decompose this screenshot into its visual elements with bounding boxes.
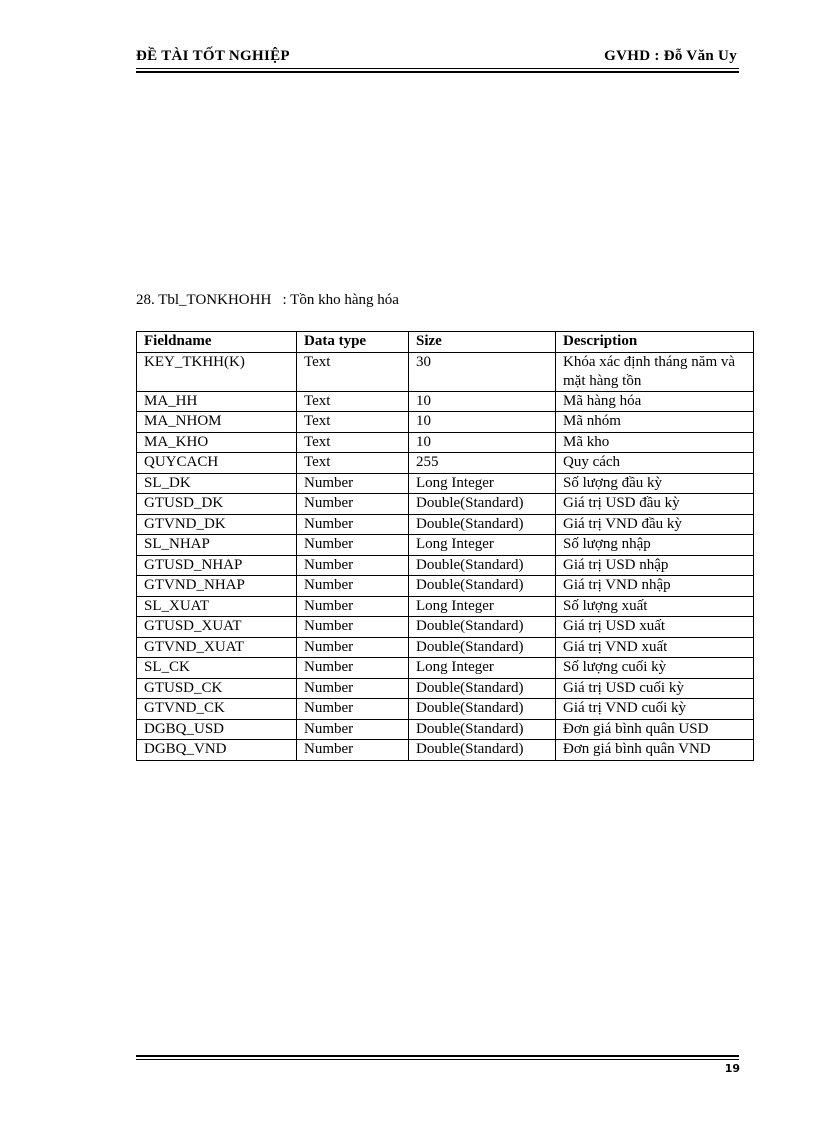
cell-description: Quy cách bbox=[556, 453, 754, 474]
cell-data-type: Text bbox=[297, 453, 409, 474]
cell-size: Long Integer bbox=[409, 596, 556, 617]
cell-description: Số lượng đầu kỳ bbox=[556, 473, 754, 494]
cell-description: Giá trị VND xuất bbox=[556, 637, 754, 658]
table-row bbox=[137, 719, 754, 740]
cell-size: Double(Standard) bbox=[409, 740, 556, 761]
table-row bbox=[137, 637, 754, 658]
header-rule-thick bbox=[136, 71, 739, 73]
cell-fieldname: GTVND_XUAT bbox=[137, 637, 297, 658]
cell-description: Số lượng xuất bbox=[556, 596, 754, 617]
cell-fieldname: SL_DK bbox=[137, 473, 297, 494]
footer-rule-thick bbox=[136, 1055, 739, 1057]
cell-fieldname: SL_NHAP bbox=[137, 535, 297, 556]
cell-description: Khóa xác định tháng năm và mặt hàng tồn bbox=[556, 352, 754, 391]
page-number: 19 bbox=[724, 1062, 740, 1075]
cell-size: Long Integer bbox=[409, 473, 556, 494]
cell-data-type: Text bbox=[297, 412, 409, 433]
cell-size: Long Integer bbox=[409, 658, 556, 679]
cell-size: Double(Standard) bbox=[409, 678, 556, 699]
cell-description: Mã kho bbox=[556, 432, 754, 453]
table-header-row bbox=[137, 332, 754, 353]
table-row bbox=[137, 678, 754, 699]
section-title: 28. Tbl_TONKHOHH : Tồn kho hàng hóa bbox=[136, 292, 399, 308]
table-row bbox=[137, 473, 754, 494]
table-row bbox=[137, 535, 754, 556]
table-row bbox=[137, 596, 754, 617]
cell-data-type: Number bbox=[297, 535, 409, 556]
cell-data-type: Number bbox=[297, 576, 409, 597]
cell-data-type: Text bbox=[297, 352, 409, 391]
table-row bbox=[137, 514, 754, 535]
column-header-fieldname: Fieldname bbox=[137, 332, 297, 353]
column-header-description: Description bbox=[556, 332, 754, 353]
cell-data-type: Number bbox=[297, 555, 409, 576]
cell-size: Double(Standard) bbox=[409, 719, 556, 740]
table-row bbox=[137, 352, 754, 391]
cell-fieldname: KEY_TKHH(K) bbox=[137, 352, 297, 391]
cell-data-type: Number bbox=[297, 617, 409, 638]
cell-fieldname: SL_CK bbox=[137, 658, 297, 679]
cell-data-type: Number bbox=[297, 473, 409, 494]
cell-fieldname: GTVND_DK bbox=[137, 514, 297, 535]
cell-fieldname: GTVND_CK bbox=[137, 699, 297, 720]
field-table bbox=[136, 331, 754, 761]
cell-size: 30 bbox=[409, 352, 556, 391]
cell-fieldname: GTUSD_NHAP bbox=[137, 555, 297, 576]
cell-data-type: Number bbox=[297, 719, 409, 740]
cell-size: Double(Standard) bbox=[409, 637, 556, 658]
footer-rule-thin bbox=[136, 1059, 739, 1060]
cell-fieldname: DGBQ_VND bbox=[137, 740, 297, 761]
cell-size: Double(Standard) bbox=[409, 576, 556, 597]
cell-data-type: Number bbox=[297, 637, 409, 658]
cell-fieldname: GTUSD_CK bbox=[137, 678, 297, 699]
cell-fieldname: SL_XUAT bbox=[137, 596, 297, 617]
cell-size: 10 bbox=[409, 432, 556, 453]
cell-data-type: Number bbox=[297, 596, 409, 617]
cell-description: Giá trị USD xuất bbox=[556, 617, 754, 638]
cell-description: Đơn giá bình quân USD bbox=[556, 719, 754, 740]
cell-description: Đơn giá bình quân VND bbox=[556, 740, 754, 761]
cell-description: Giá trị VND đầu kỳ bbox=[556, 514, 754, 535]
cell-description: Mã hàng hóa bbox=[556, 391, 754, 412]
cell-description: Giá trị VND nhập bbox=[556, 576, 754, 597]
table-row bbox=[137, 740, 754, 761]
table-row bbox=[137, 391, 754, 412]
table-row bbox=[137, 432, 754, 453]
table-row bbox=[137, 658, 754, 679]
cell-size: Double(Standard) bbox=[409, 617, 556, 638]
table-row bbox=[137, 494, 754, 515]
cell-fieldname: QUYCACH bbox=[137, 453, 297, 474]
cell-fieldname: MA_KHO bbox=[137, 432, 297, 453]
cell-data-type: Number bbox=[297, 658, 409, 679]
cell-data-type: Text bbox=[297, 391, 409, 412]
cell-fieldname: MA_NHOM bbox=[137, 412, 297, 433]
cell-data-type: Number bbox=[297, 699, 409, 720]
cell-fieldname: GTVND_NHAP bbox=[137, 576, 297, 597]
cell-description: Giá trị USD cuối kỳ bbox=[556, 678, 754, 699]
cell-description: Mã nhóm bbox=[556, 412, 754, 433]
column-header-size: Size bbox=[409, 332, 556, 353]
cell-fieldname: GTUSD_XUAT bbox=[137, 617, 297, 638]
cell-description: Số lượng nhập bbox=[556, 535, 754, 556]
cell-size: 255 bbox=[409, 453, 556, 474]
cell-description: Giá trị USD nhập bbox=[556, 555, 754, 576]
cell-data-type: Text bbox=[297, 432, 409, 453]
cell-fieldname: GTUSD_DK bbox=[137, 494, 297, 515]
table-row bbox=[137, 555, 754, 576]
cell-size: Double(Standard) bbox=[409, 555, 556, 576]
cell-size: Long Integer bbox=[409, 535, 556, 556]
header-rule-thin bbox=[136, 68, 739, 69]
cell-description: Số lượng cuối kỳ bbox=[556, 658, 754, 679]
cell-size: 10 bbox=[409, 412, 556, 433]
cell-description: Giá trị USD đầu kỳ bbox=[556, 494, 754, 515]
table-row bbox=[137, 699, 754, 720]
cell-size: Double(Standard) bbox=[409, 699, 556, 720]
table-row bbox=[137, 412, 754, 433]
table-row bbox=[137, 617, 754, 638]
page-header bbox=[136, 48, 739, 68]
table-row bbox=[137, 576, 754, 597]
cell-data-type: Number bbox=[297, 494, 409, 515]
cell-fieldname: MA_HH bbox=[137, 391, 297, 412]
cell-data-type: Number bbox=[297, 678, 409, 699]
cell-data-type: Number bbox=[297, 740, 409, 761]
thesis-title: ĐỀ TÀI TỐT NGHIỆP bbox=[136, 48, 290, 64]
cell-size: 10 bbox=[409, 391, 556, 412]
cell-data-type: Number bbox=[297, 514, 409, 535]
advisor-name: GVHD : Đỗ Văn Uy bbox=[604, 48, 737, 64]
cell-size: Double(Standard) bbox=[409, 494, 556, 515]
cell-description: Giá trị VND cuối kỳ bbox=[556, 699, 754, 720]
cell-fieldname: DGBQ_USD bbox=[137, 719, 297, 740]
table-row bbox=[137, 453, 754, 474]
cell-size: Double(Standard) bbox=[409, 514, 556, 535]
column-header-data-type: Data type bbox=[297, 332, 409, 353]
